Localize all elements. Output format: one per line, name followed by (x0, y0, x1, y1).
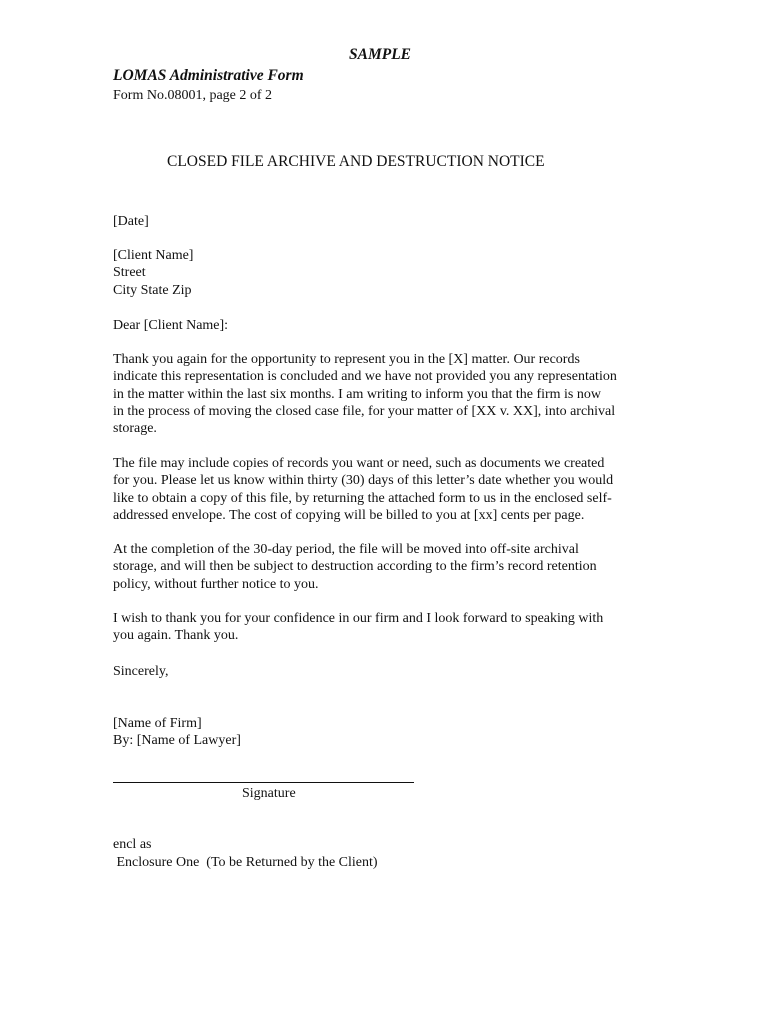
lawyer-name: By: [Name of Lawyer] (113, 733, 241, 748)
signature-label: Signature (242, 786, 296, 801)
paragraph-4 (113, 610, 603, 645)
salutation: Dear [Client Name]: (113, 318, 229, 333)
paragraph-line: storage. (113, 421, 157, 437)
paragraph-line: addressed envelope. The cost of copying will be billed to you at [xx] cents per page. (113, 507, 585, 523)
paragraph-line: like to obtain a copy of this file, by returning the attached form to us in the enclosed self- (113, 490, 612, 506)
paragraph-1 (113, 351, 617, 437)
form-title: LOMAS Administrative Form (113, 67, 304, 84)
enclosure-label: encl as (113, 837, 152, 852)
address-line: [Client Name] (113, 248, 194, 263)
paragraph-3 (113, 541, 597, 593)
address-line: Street (113, 265, 146, 281)
paragraph-line: indicate this representation is concluded and we have not provided you any representation (113, 369, 617, 385)
address-line: City State Zip (113, 282, 192, 298)
letter-date: [Date] (113, 214, 149, 229)
paragraph-line: At the completion of the 30-day period, the file will be moved into off-site archival (113, 542, 579, 557)
firm-name: [Name of Firm] (113, 716, 202, 731)
paragraph-line: you again. Thank you. (113, 628, 239, 644)
paragraph-line: storage, and will then be subject to destruction according to the firm’s record retention (113, 559, 597, 575)
notice-title: CLOSED FILE ARCHIVE AND DESTRUCTION NOTICE (167, 153, 545, 170)
paragraph-line: in the process of moving the closed case file, for your matter of [XX v. XX], into archival (113, 403, 616, 419)
enclosure-item: Enclosure One (To be Returned by the Client) (113, 855, 378, 870)
paragraph-line: in the matter within the last six months. I am writing to inform you that the firm is now (113, 386, 601, 402)
closing: Sincerely, (113, 664, 169, 679)
paragraph-line: Thank you again for the opportunity to represent you in the [X] matter. Our records (113, 352, 580, 367)
form-number: Form No.08001, page 2 of 2 (113, 88, 273, 103)
signature-line (113, 782, 414, 783)
recipient-address (113, 247, 193, 299)
paragraph-line: policy, without further notice to you. (113, 576, 319, 592)
paragraph-2 (113, 455, 613, 524)
sample-heading: SAMPLE (349, 46, 412, 63)
paragraph-line: The file may include copies of records you want or need, such as documents we created (113, 456, 605, 471)
paragraph-line: for you. Please let us know within thirty (30) days of this letter’s date whether you would (113, 473, 614, 489)
paragraph-line: I wish to thank you for your confidence in our firm and I look forward to speaking with (113, 611, 604, 626)
